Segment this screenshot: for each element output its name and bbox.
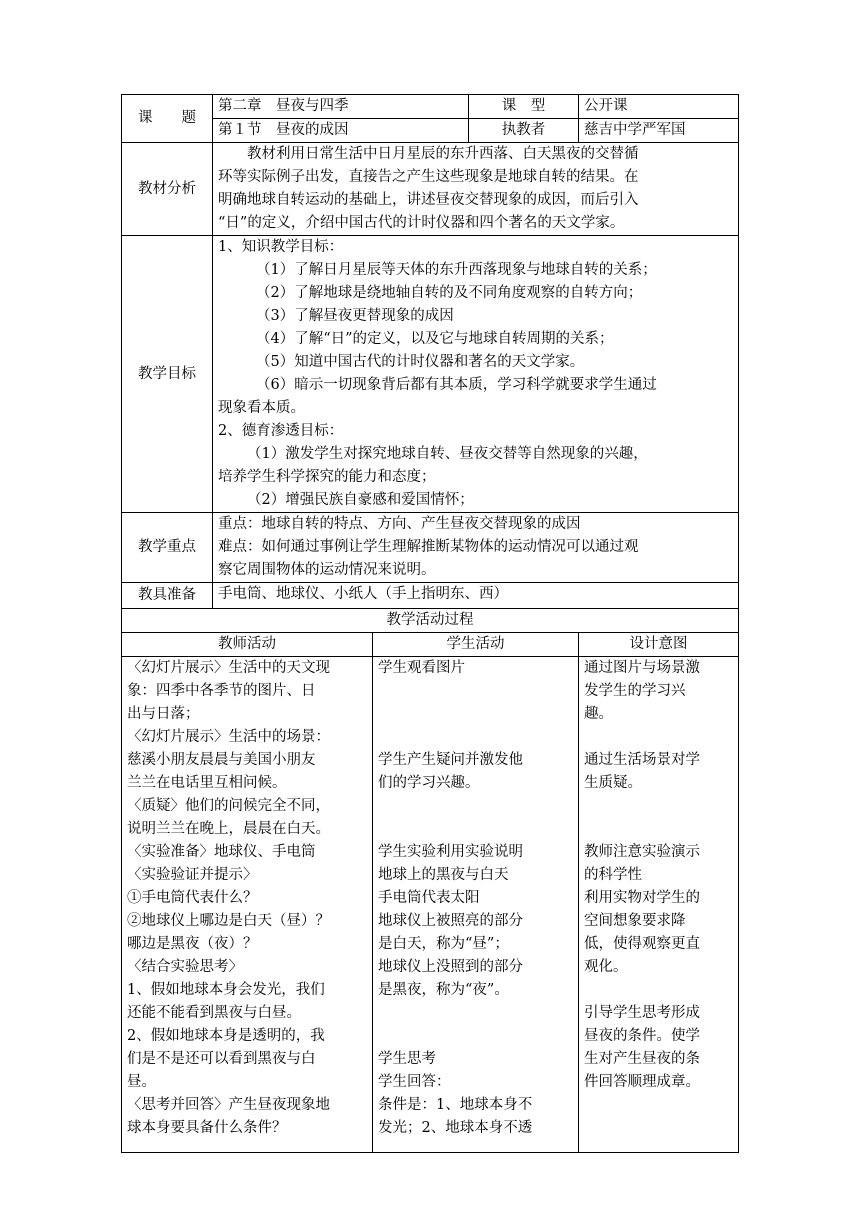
student-activity-line <box>378 680 573 703</box>
design-intent-line: 昼夜的条件。使学 <box>584 1028 700 1044</box>
student-activity-line <box>378 795 573 818</box>
student-activity-line <box>378 818 573 841</box>
knowledge-goals-title: 1、知识教学目标： <box>218 239 344 255</box>
teacher-activity-line: 还能不能看到黑夜与白昼。 <box>127 1005 301 1021</box>
student-activity-line: 手电筒代表太阳 <box>378 890 480 906</box>
analysis-label-cell <box>122 143 213 236</box>
teacher-activity-line: 哪边是黑夜（夜）？ <box>127 936 258 952</box>
teacher-activity-line: 〈思考并回答〉产生昼夜现象地 <box>127 1097 330 1113</box>
student-activity-line: 学生思考 <box>378 1051 436 1067</box>
student-activity-line: 学生回答： <box>378 1074 451 1090</box>
design-intent-line: 引导学生思考形成 <box>584 1005 700 1021</box>
design-intent-line: 趣。 <box>584 706 613 722</box>
teacher-activity-line: 〈结合实验思考〉 <box>127 959 243 975</box>
teacher-activity-line: 慈溪小朋友晨晨与美国小朋友 <box>127 752 316 768</box>
col-teacher-header <box>122 633 373 657</box>
teacher-activity-line: 1、假如地球本身会发光，我们 <box>127 982 325 998</box>
knowledge-goal-item: （6）暗示一切现象背后都有其本质，学习科学就要求学生通过 <box>256 377 657 393</box>
student-activity-list <box>378 657 573 1140</box>
moral-goal-item: （1）激发学生对探究地球自转、昼夜交替等自然现象的兴趣， <box>247 446 648 462</box>
student-activity-line: 地球仪上没照到的部分 <box>378 959 523 975</box>
student-activity-line <box>378 1025 573 1048</box>
design-intent-line <box>584 726 733 749</box>
teacher-activity-line: 说明兰兰在晚上，晨晨在白天。 <box>127 821 330 837</box>
student-activity-line: 学生产生疑问并激发他 <box>378 752 523 768</box>
student-activity-line <box>378 726 573 749</box>
lesson-plan-page <box>121 94 738 1153</box>
design-intent-list <box>584 657 733 1140</box>
knowledge-goal-item: （3）了解昼夜更替现象的成因 <box>256 308 454 324</box>
teacher-activity-line: ②地球仪上哪边是白天（昼）？ <box>127 913 330 929</box>
analysis-line: “日”的定义，介绍中国古代的计时仪器和四个著名的天文学家。 <box>218 215 625 231</box>
student-activity-line: 学生观看图片 <box>378 660 465 676</box>
teacher-activity-line: 出与日落； <box>127 706 200 722</box>
tools-value: 手电筒、地球仪、小纸人（手上指明东、西） <box>218 586 508 602</box>
knowledge-goal-item: （5）知道中国古代的计时仪器和著名的天文学家。 <box>256 354 585 370</box>
tools-content <box>213 583 739 609</box>
moral-goal-item: （2）增强民族自豪感和爱国情怀； <box>247 492 474 508</box>
teacher-activity-line: 〈质疑〉他们的问候完全不同， <box>127 798 330 814</box>
student-activity-line: 是黑夜，称为“夜”。 <box>378 982 509 998</box>
student-activity-line: 学生实验利用实验说明 <box>378 844 523 860</box>
teacher-activity-list <box>127 657 367 1140</box>
focus-content <box>213 513 739 583</box>
design-intent-line: 生质疑。 <box>584 775 642 791</box>
col-teacher-label: 教师活动 <box>218 636 276 652</box>
course-label: 课 题 <box>138 110 196 126</box>
teacher-activity-line: 〈实验准备〉地球仪、手电筒 <box>127 844 316 860</box>
col-design-header <box>579 633 739 657</box>
design-intent-cell <box>579 657 739 1153</box>
student-activity-line: 地球仪上被照亮的部分 <box>378 913 523 929</box>
student-activity-line: 们的学习兴趣。 <box>378 775 480 791</box>
type-label-cell <box>469 95 579 119</box>
student-activity-line: 发光；2、地球本身不透 <box>378 1120 533 1136</box>
course-label-cell <box>122 95 213 143</box>
analysis-line: 明确地球自转运动的基础上，讲述昼夜交替现象的成因，而后引入 <box>218 192 639 208</box>
lesson-plan-table <box>121 94 739 1153</box>
goals-label: 教学目标 <box>138 365 196 382</box>
design-intent-line: 利用实物对学生的 <box>584 890 700 906</box>
teacher-value-cell <box>579 119 739 143</box>
analysis-line: 环等实际例子出发，直接告之产生这些现象是地球自转的结果。在 <box>218 169 639 185</box>
teacher-activity-line: 2、假如地球本身是透明的，我 <box>127 1028 325 1044</box>
design-intent-line <box>584 1117 733 1140</box>
student-activity-cell <box>373 657 579 1153</box>
design-intent-line: 教师注意实验演示 <box>584 844 700 860</box>
design-intent-line: 的科学性 <box>584 867 642 883</box>
focus-label: 教学重点 <box>138 539 196 555</box>
analysis-line: 教材利用日常生活中日月星辰的东升西落、白天黑夜的交替循 <box>247 146 639 162</box>
knowledge-goal-item: （4）了解“日”的定义，以及它与地球自转周期的关系； <box>256 331 614 347</box>
tools-label: 教具准备 <box>138 587 196 603</box>
design-intent-line: 观化。 <box>584 959 628 975</box>
knowledge-goal-item-tail: 现象看本质。 <box>218 400 305 416</box>
focus-label-cell <box>122 513 213 583</box>
teacher-activity-cell <box>122 657 373 1153</box>
design-intent-line: 件回答顺理成章。 <box>584 1074 700 1090</box>
teacher-activity-line: 们是不是还可以看到黑夜与白 <box>127 1051 316 1067</box>
teacher-activity-line: 〈幻灯片展示〉生活中的场景： <box>127 729 330 745</box>
teacher-activity-line: 象：四季中各季节的图片、日 <box>127 683 316 699</box>
design-intent-line: 通过图片与场景激 <box>584 660 700 676</box>
tools-label-cell <box>122 583 213 609</box>
col-student-header <box>373 633 579 657</box>
student-activity-line: 条件是：1、地球本身不 <box>378 1097 533 1113</box>
analysis-content <box>213 143 739 236</box>
moral-goals-title: 2、德育渗透目标： <box>218 423 344 439</box>
process-title: 教学活动过程 <box>386 612 474 628</box>
teacher-activity-line: ①手电筒代表什么？ <box>127 890 258 906</box>
key-point: 重点：地球自转的特点、方向、产生昼夜交替现象的成因 <box>218 516 581 532</box>
design-intent-line <box>584 979 733 1002</box>
teacher-activity-line: 〈实验验证并提示〉 <box>127 867 258 883</box>
knowledge-goal-item: （2）了解地球是绕地轴自转的及不同角度观察的自转方向； <box>256 285 643 301</box>
col-design-label: 设计意图 <box>629 636 688 652</box>
course-line1-cell <box>213 95 469 119</box>
difficult-point-tail: 察它周围物体的运动情况来说明。 <box>218 562 436 578</box>
student-activity-line <box>378 1002 573 1025</box>
teacher-label-cell <box>469 119 579 143</box>
type-value: 公开课 <box>584 98 628 114</box>
goals-content <box>213 236 739 513</box>
student-activity-line <box>378 703 573 726</box>
teacher-activity-line: 昼。 <box>127 1074 156 1090</box>
teacher-activity-line: 〈幻灯片展示〉生活中的天文现 <box>127 660 330 676</box>
teacher-activity-line: 球本身要具备什么条件？ <box>127 1120 287 1136</box>
course-section: 第１节 昼夜的成因 <box>218 122 349 138</box>
difficult-point: 难点：如何通过事例让学生理解推断某物体的运动情况可以通过观 <box>218 539 639 555</box>
design-intent-line <box>584 818 733 841</box>
design-intent-line: 空间想象要求降 <box>584 913 686 929</box>
process-title-cell <box>122 609 739 633</box>
design-intent-line <box>584 795 733 818</box>
knowledge-goal-item: （1）了解日月星辰等天体的东升西落现象与地球自转的关系； <box>256 262 657 278</box>
teacher-value: 慈吉中学严军国 <box>584 122 686 138</box>
course-chapter: 第二章 昼夜与四季 <box>218 98 349 114</box>
moral-goal-item-tail: 培养学生科学探究的能力和态度； <box>218 469 436 485</box>
design-intent-line: 生对产生昼夜的条 <box>584 1051 700 1067</box>
design-intent-line: 通过生活场景对学 <box>584 752 700 768</box>
teacher-label: 执教者 <box>501 122 546 138</box>
design-intent-line <box>584 1094 733 1117</box>
design-intent-line: 发学生的学习兴 <box>584 683 686 699</box>
goals-label-cell <box>122 236 213 513</box>
type-value-cell <box>579 95 739 119</box>
design-intent-line: 低，使得观察更直 <box>584 936 700 952</box>
course-line2-cell <box>213 119 469 143</box>
teacher-activity-line: 兰兰在电话里互相问候。 <box>127 775 287 791</box>
student-activity-line: 是白天，称为“昼”； <box>378 936 509 952</box>
analysis-label: 教材分析 <box>138 180 196 197</box>
col-student-label: 学生活动 <box>446 636 505 652</box>
type-label: 课 型 <box>501 98 546 114</box>
student-activity-line: 地球上的黑夜与白天 <box>378 867 509 883</box>
